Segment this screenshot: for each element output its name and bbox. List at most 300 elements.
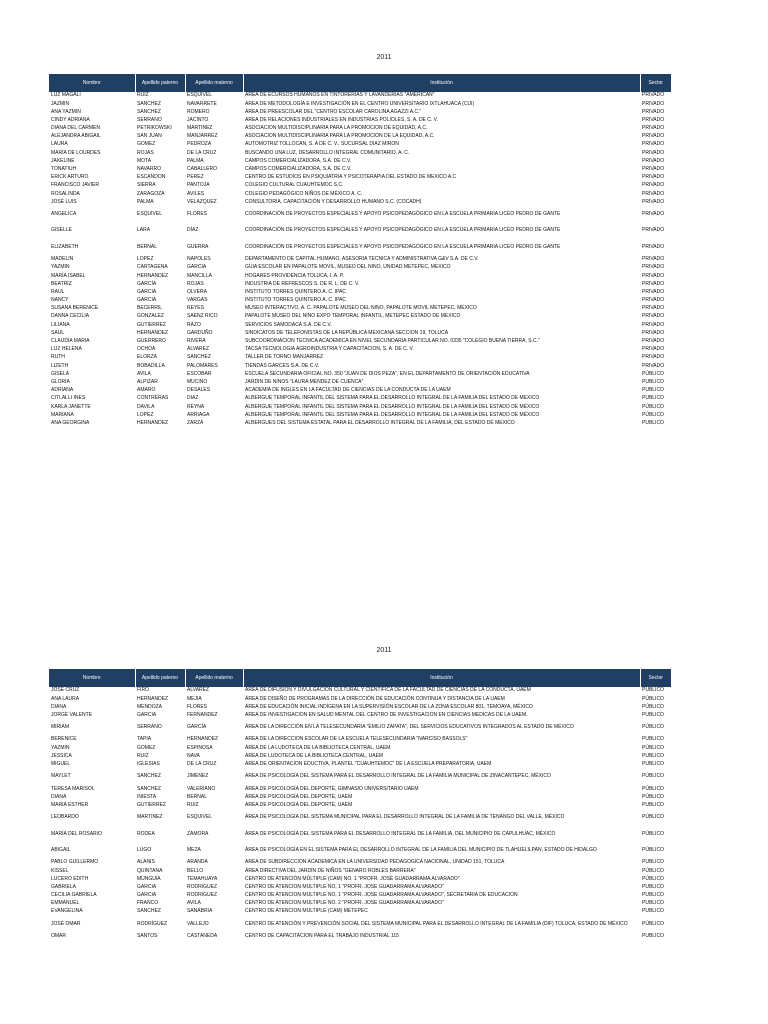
- cell-institucion: MUSEO INTERACTIVO, A. C. PAPALOTE MUSEO DEL NIÑO, PAPALOTE MÓVIL METEPEC, MÉXICO: [245, 305, 477, 312]
- cell-nombre: ALEJANDRA ABIGAIL: [51, 133, 101, 140]
- table-row: [49, 264, 671, 272]
- cell-apellido-paterno: INIESTA: [137, 793, 157, 800]
- table-row: [49, 117, 671, 125]
- cell-nombre: DIANA: [51, 703, 67, 710]
- cell-institucion: COLEGIO CULTURAL CUAUHTÉMOC S.C.: [245, 182, 344, 189]
- cell-sector: PRIVADO: [642, 288, 665, 295]
- cell-nombre: GISELA: [51, 370, 70, 377]
- header-nombre: Nombre: [49, 74, 135, 92]
- cell-apellido-paterno: HERNANDEZ: [137, 419, 169, 426]
- cell-apellido-paterno: ESQUIVEL: [137, 211, 163, 218]
- cell-apellido-materno: MEJIA: [187, 695, 202, 702]
- cell-apellido-materno: CABALLERO: [187, 166, 218, 173]
- cell-institucion: TALLER DE TORNO MANJARREZ: [245, 354, 324, 361]
- cell-institucion: BUSCANDO UNA LUZ, DESARROLLO INTEGRAL COMUNITARIO, A. C.: [245, 149, 410, 156]
- cell-sector: PRIVADO: [642, 338, 665, 345]
- cell-apellido-materno: NAVARRETE: [187, 100, 217, 107]
- cell-institucion: ÁREA DE PREESCOLAR DEL "CENTRO ESCOLAR CAROLINA AGAZZI A.C.": [245, 108, 422, 115]
- cell-apellido-paterno: NAVARRO: [137, 166, 161, 173]
- cell-nombre: NANCY: [51, 297, 69, 304]
- cell-apellido-materno: GUERRA: [187, 243, 209, 250]
- cell-nombre: ERICK ARTURO: [51, 174, 89, 181]
- cell-nombre: DIANA: [51, 793, 67, 800]
- cell-nombre: JAKELINE: [51, 157, 75, 164]
- cell-institucion: SINDICATOS DE TELEFONISTAS DE LA REPÚBLICA MEXICANA SECCION 19, TOLUCA: [245, 329, 449, 336]
- cell-sector: PÚBLICO: [642, 847, 664, 854]
- cell-apellido-paterno: SANCHEZ: [137, 785, 161, 792]
- cell-sector: PÚBLICO: [642, 736, 664, 743]
- cell-apellido-materno: BELLO: [187, 867, 204, 874]
- cell-sector: PÚBLICO: [642, 403, 664, 410]
- cell-institucion: CONSULTORÍA, CAPACITACIÓN Y DESARROLLO HUMANO S.C. (COCADH): [245, 198, 422, 205]
- cell-sector: PÚBLICO: [642, 752, 664, 759]
- cell-apellido-materno: BERNAL: [187, 793, 208, 800]
- cell-sector: PRIVADO: [642, 157, 665, 164]
- cell-sector: PRIVADO: [642, 321, 665, 328]
- cell-apellido-paterno: SERRANO: [137, 724, 162, 731]
- cell-sector: PÚBLICO: [642, 711, 664, 718]
- cell-apellido-paterno: ZARAGOZA: [137, 190, 165, 197]
- table-row: [49, 329, 671, 337]
- cell-nombre: ANA GEORGINA: [51, 419, 90, 426]
- cell-apellido-paterno: CARTAGENA: [137, 264, 168, 271]
- table-row: [49, 272, 671, 280]
- cell-nombre: DIANA DEL CARMEN: [51, 125, 100, 132]
- cell-sector: PÚBLICO: [642, 695, 664, 702]
- table-row: [49, 892, 671, 900]
- cell-apellido-materno: JACINTO: [187, 116, 209, 123]
- cell-apellido-paterno: GARCÍA: [137, 883, 157, 890]
- cell-apellido-materno: ESCOBAR: [187, 370, 212, 377]
- cell-sector: PÚBLICO: [642, 370, 664, 377]
- cell-apellido-materno: HERNÁNDEZ: [187, 736, 219, 743]
- table-row: [49, 769, 671, 785]
- cell-sector: PÚBLICO: [642, 773, 664, 780]
- cell-institucion: ÁREA DE PSICOLOGÍA DEL SISTEMA PARA EL DESARROLLO INTEGRAL DE LA FAMILIA, DEL MUNICIPIO DE CAPULHUAC, MÉXICO: [245, 830, 556, 837]
- cell-sector: PÚBLICO: [642, 933, 664, 940]
- cell-apellido-materno: RUIZ: [187, 802, 199, 808]
- cell-apellido-paterno: ROJAS: [137, 149, 154, 156]
- table-row: [49, 843, 671, 859]
- cell-institucion: ÁREA DE PSICOLOGÍA DEL DEPORTE, UAEM: [245, 793, 353, 800]
- table-row: [49, 802, 671, 810]
- cell-apellido-paterno: ALPIZAR: [137, 378, 158, 385]
- cell-institucion: CENTRO DE ATENCIÓN Y PREVENCIÓN SOCIAL DEL SISTEMA MUNICIPAL PARA EL DESARROLLO INTEGRAL DE LA FAMILIA (DIF) TOLUCA, ESTADO DE MÉXICO: [245, 920, 628, 927]
- cell-sector: PÚBLICO: [642, 687, 664, 694]
- cell-apellido-paterno: GONZALEZ: [137, 313, 164, 320]
- cell-apellido-paterno: ESCANDON: [137, 174, 166, 181]
- cell-apellido-materno: ALVAREZ: [187, 687, 210, 694]
- cell-institucion: INSTITUTO TORRES QUINTERO A. C. IPAC: [245, 288, 347, 295]
- cell-institucion: ÁREA DE INVESTIGACIÓN EN SALUD MENTAL DEL CENTRO DE INVESTIGACIÓN EN CIENCIAS MÉDICAS DE LA UAEM.: [245, 711, 528, 718]
- cell-apellido-materno: FLORES: [187, 211, 208, 218]
- cell-nombre: MADELIN: [51, 256, 74, 263]
- cell-institucion: ÁREA DE LA LUDOTECA DE LA BIBLIOTECA CENTRAL, UAEM: [245, 744, 391, 751]
- table-row: [49, 92, 671, 100]
- table-row: [49, 687, 671, 695]
- cell-institucion: CENTRO DE ESTUDIOS EN PSIQUIATRIA Y PSICOTERAPIA DEL ESTADO DE MÉXICO A.C: [245, 174, 457, 181]
- header-sector: Sector: [640, 74, 671, 92]
- cell-apellido-materno: PALMA: [187, 157, 204, 164]
- cell-sector: PRIVADO: [642, 149, 665, 156]
- cell-apellido-materno: RAZO: [187, 321, 201, 328]
- table-row: [49, 933, 671, 941]
- cell-apellido-materno: MARTINEZ: [187, 125, 213, 132]
- table-row: [49, 761, 671, 769]
- cell-apellido-materno: GARCÍA: [187, 724, 207, 731]
- table-row: [49, 411, 671, 419]
- cell-institucion: ÁREA DE PSICOLOGÍA DEL SISTEMA PARA EL DESARROLLO INTEGRAL DE LA FAMILIA MUNICIPAL DE ZINACANTEPEC, MÉXICO: [245, 773, 551, 780]
- table-row: [49, 720, 671, 736]
- cell-sector: PÚBLICO: [642, 883, 664, 890]
- cell-nombre: ANA YAZMIN: [51, 108, 81, 115]
- cell-institucion: ÁREA DE DIFUSIÓN Y DIVULGACIÓN CULTURAL Y CIENTÍFICA DE LA FACULTAD DE CIENCIAS DE LA CONDUCTA, UAEM: [245, 687, 531, 694]
- header-institucion: Institución: [243, 669, 640, 687]
- table-row: [49, 207, 671, 223]
- cell-apellido-materno: MANJARREZ: [187, 133, 218, 140]
- cell-apellido-paterno: HERNANDEZ: [137, 695, 169, 702]
- cell-sector: PRIVADO: [642, 166, 665, 173]
- cell-sector: PRIVADO: [642, 174, 665, 181]
- cell-sector: PÚBLICO: [642, 814, 664, 821]
- table-row: [49, 736, 671, 744]
- cell-sector: PÚBLICO: [642, 761, 664, 768]
- cell-nombre: JAZMIN: [51, 100, 70, 107]
- cell-apellido-materno: RIVERA: [187, 338, 206, 345]
- cell-sector: PÚBLICO: [642, 387, 664, 394]
- table-header-row: [49, 74, 671, 92]
- cell-apellido-materno: ROMERO: [187, 108, 210, 115]
- cell-sector: PRIVADO: [642, 272, 665, 279]
- cell-nombre: LUZ MAGALI: [51, 92, 81, 99]
- table-row: [49, 313, 671, 321]
- cell-institucion: ACADEMIA DE INGLÉS EN LA FACULTAD DE CIENCIAS DE LA CONDUCTA DE LA UAEM: [245, 387, 451, 394]
- cell-nombre: MARIANA: [51, 411, 74, 418]
- cell-apellido-paterno: LÓPEZ: [137, 256, 154, 263]
- table-row: [49, 908, 671, 916]
- cell-nombre: MIRIAM: [51, 724, 70, 731]
- cell-sector: PRIVADO: [642, 256, 665, 263]
- table-row: [49, 158, 671, 166]
- cell-institucion: ÁREA DE PSICOLOGÍA DEL SISTEMA MUNICIPAL PARA EL DESARROLLO INTEGRAL DE LA FAMILIA DE TENANGO DEL VALLE, MÉXICO: [245, 814, 565, 821]
- cell-sector: PÚBLICO: [642, 744, 664, 751]
- cell-apellido-paterno: OCHOA: [137, 346, 156, 353]
- cell-apellido-materno: MANCILLA: [187, 272, 213, 279]
- table-row: [49, 100, 671, 108]
- cell-nombre: KISSEL: [51, 867, 69, 874]
- cell-apellido-paterno: MUNGUÍA: [137, 875, 161, 882]
- cell-sector: PÚBLICO: [642, 900, 664, 907]
- table-row: [49, 793, 671, 801]
- cell-institucion: ÁREA DE EDUCACIÓN INICIAL INDÍGENA EN LA SUPERVISIÓN ESCOLAR DE LA ZONA ESCOLAR 801, TEMOAYA, MÉXICO: [245, 703, 533, 710]
- cell-institucion: DEPARTAMENTO DE CAPITAL HUMANO, ASESORÍA TÉCNICA Y ADMINISTRATIVA G&V S.A. DE C.V.: [245, 256, 479, 263]
- cell-apellido-materno: DE LA CRUZ: [187, 149, 217, 156]
- table-row: [49, 239, 671, 255]
- cell-nombre: ADRIANA: [51, 387, 74, 394]
- cell-sector: PÚBLICO: [642, 892, 664, 899]
- cell-apellido-paterno: MOTA: [137, 157, 152, 164]
- cell-institucion: ÁREA DE DISEÑO DE PROGRAMAS DE LA DIRECCIÓN DE EDUCACIÓN CONTINUA Y DISTANCIA DE LA UAEM: [245, 695, 505, 702]
- cell-apellido-paterno: SANTOS: [137, 933, 158, 940]
- cell-nombre: YAZMIN: [51, 264, 70, 271]
- cell-nombre: TERESA MARISOL: [51, 785, 95, 792]
- cell-sector: PÚBLICO: [642, 703, 664, 710]
- cell-apellido-paterno: GUTIERREZ: [137, 321, 166, 328]
- cell-apellido-materno: VALLEJO: [187, 920, 209, 927]
- cell-apellido-paterno: AVILA: [137, 370, 151, 377]
- cell-nombre: TONATIUH: [51, 166, 77, 173]
- cell-nombre: ELIZABETH: [51, 243, 79, 250]
- table-row: [49, 884, 671, 892]
- cell-institucion: SUBCOORDINACIÓN TÉCNICA ACADÉMICA EN NIVEL SECUNDARIA PARTICULAR NO. 0335 "COLEGIO BUENA TIERRA, S.C.": [245, 338, 540, 345]
- cell-apellido-materno: MEZA: [187, 847, 201, 854]
- cell-sector: PÚBLICO: [642, 802, 664, 808]
- cell-apellido-paterno: GUTIERREZ: [137, 802, 166, 808]
- cell-nombre: CINDY ADRIANA: [51, 116, 90, 123]
- cell-institucion: ÁREA DE SUBDIRECCIÓN ACADÉMICA EN LA UNIVERSIDAD PEDAGÓGICA NACIONAL, UNIDAD 151, TOLUCA: [245, 859, 505, 866]
- cell-nombre: FRANCISCO JAVIER: [51, 182, 99, 189]
- cell-apellido-paterno: FRANCO: [137, 900, 159, 907]
- cell-institucion: ÁREA DE PSICOLOGÍA DEL DEPORTE, GIMNASIO UNIVERSITARIO UAEM: [245, 785, 419, 792]
- cell-institucion: SERVICIOS SAMODACA S.A. DE C.V.: [245, 321, 332, 328]
- cell-apellido-paterno: HERNANDEZ: [137, 329, 169, 336]
- cell-apellido-paterno: RODEA: [137, 830, 155, 837]
- cell-nombre: JOSE CRUZ: [51, 687, 80, 694]
- cell-nombre: LIZETH: [51, 362, 69, 369]
- cell-apellido-materno: ZARZA: [187, 419, 204, 426]
- cell-institucion: TACSA TECNOLOGÍA AGROINDUSTRIA Y CAPACITACIÓN, S. A. DE C. V.: [245, 346, 414, 353]
- cell-nombre: RAUL: [51, 288, 65, 295]
- cell-apellido-materno: REYES: [187, 305, 204, 312]
- cell-sector: PRIVADO: [642, 141, 665, 148]
- cell-nombre: JORGE VALENTE: [51, 711, 93, 718]
- cell-apellido-paterno: AMARO: [137, 387, 156, 394]
- cell-nombre: CECILIA GABRIELA: [51, 892, 97, 899]
- cell-nombre: MARÍA DEL ROSARIO: [51, 830, 102, 837]
- cell-apellido-materno: DESALES: [187, 387, 211, 394]
- cell-institucion: ÁREA DE LA DIRECCIÓN EN LA TELESECUNDARIA "EMILIO ZAPATA", DEL SERVICIOS EDUCATIVOS INTEGRADOS AL ESTADO DE MÉXICO: [245, 724, 574, 731]
- cell-sector: PRIVADO: [642, 190, 665, 197]
- cell-sector: PÚBLICO: [642, 830, 664, 837]
- cell-sector: PRIVADO: [642, 100, 665, 107]
- table-row: [49, 703, 671, 711]
- cell-apellido-paterno: IGLESIAS: [137, 761, 160, 768]
- cell-nombre: CITLALLI INES: [51, 395, 86, 402]
- table-row: [49, 867, 671, 875]
- cell-apellido-paterno: DAVILA: [137, 403, 155, 410]
- table-row: [49, 346, 671, 354]
- cell-nombre: JOSÉ OMAR: [51, 920, 81, 927]
- cell-apellido-materno: RODRÍGUEZ: [187, 892, 217, 899]
- cell-sector: PRIVADO: [642, 133, 665, 140]
- cell-nombre: YAZMIN: [51, 744, 70, 751]
- cell-nombre: ROSALINDA: [51, 190, 80, 197]
- cell-sector: PRIVADO: [642, 346, 665, 353]
- table-row: [49, 190, 671, 198]
- cell-nombre: EMMANUEL: [51, 900, 80, 907]
- table-row: [49, 403, 671, 411]
- cell-sector: PRIVADO: [642, 92, 665, 99]
- cell-sector: PRIVADO: [642, 313, 665, 320]
- cell-apellido-paterno: CONTRERAS: [137, 395, 169, 402]
- cell-institucion: ÁREA DE PSICOLOGÍA DEL DEPORTE, UAEM: [245, 802, 353, 808]
- cell-sector: PÚBLICO: [642, 785, 664, 792]
- cell-apellido-materno: MUCIÑO: [187, 378, 208, 385]
- table-row: [49, 108, 671, 116]
- cell-institucion: COLEGIO PEDAGÓGICO NIÑOS DE MÉXICO A. C.: [245, 190, 363, 197]
- table-row: [49, 753, 671, 761]
- header-nombre: Nombre: [49, 669, 135, 687]
- table-row: [49, 133, 671, 141]
- table-row: [49, 166, 671, 174]
- table-row: [49, 859, 671, 867]
- cell-institucion: PAPALOTE MUSEO DEL NIÑO EXPO TEMPORAL INFANTIL, METEPEC ESTADO DE MÉXICO: [245, 313, 461, 320]
- cell-apellido-paterno: GARCÍA: [137, 297, 157, 304]
- cell-nombre: MAYLET: [51, 773, 71, 780]
- table-row: [49, 149, 671, 157]
- cell-sector: PÚBLICO: [642, 875, 664, 882]
- cell-apellido-materno: PALOMARES: [187, 362, 218, 369]
- cell-institucion: ASOCIACIÓN MULTIDISCIPLINARIA PARA LA PROMOCIÓN DE LA EQUIDAD, A.C.: [245, 133, 435, 140]
- cell-institucion: JARDÍN DE NIÑOS "LAURA MÉNDEZ DE CUENCA": [245, 378, 364, 385]
- cell-apellido-materno: VELAZQUEZ: [187, 198, 217, 205]
- cell-apellido-paterno: LARA: [137, 227, 151, 234]
- table-row: [49, 900, 671, 908]
- cell-nombre: PABLO GUILLERMO: [51, 859, 99, 866]
- cell-apellido-paterno: FIRO: [137, 687, 149, 694]
- header-sector: Sector: [640, 669, 671, 687]
- cell-apellido-paterno: TAPIA: [137, 736, 152, 743]
- cell-apellido-paterno: SAN JUAN: [137, 133, 162, 140]
- cell-institucion: GUÍA ESCOLAR EN PAPALOTE MÓVIL, MUSEO DEL NIÑO, UNIDAD METEPEC, MÉXICO: [245, 264, 451, 271]
- cell-apellido-materno: ARRIAGA: [187, 411, 210, 418]
- table-row: [49, 826, 671, 842]
- cell-nombre: JESSICA: [51, 752, 72, 759]
- cell-nombre: ANGELICA: [51, 211, 77, 218]
- cell-apellido-materno: FLORES: [187, 703, 208, 710]
- cell-nombre: JOSÉ LUIS: [51, 198, 77, 205]
- cell-sector: PRIVADO: [642, 198, 665, 205]
- data-table: [49, 74, 671, 428]
- cell-institucion: ÁREA DE METODOLOGÍA E INVESTIGACIÓN EN EL CENTRO UNIVERSITARIO IXTLAHUACA (CUI): [245, 100, 475, 107]
- cell-institucion: AUTOMOTRIZ TOLLOCAN, S. A DE C. V., SUCURSAL DÍAZ MIRÓN: [245, 141, 399, 148]
- cell-institucion: CENTRO DE ATENCIÓN MÚLTIPLE NO. 2 "PROFR. JOSÉ GUADARRAMA ALVARADO": [245, 900, 444, 907]
- cell-apellido-materno: SAENZ RICO: [187, 313, 218, 320]
- cell-sector: PRIVADO: [642, 280, 665, 287]
- table-row: [49, 174, 671, 182]
- cell-apellido-materno: ESPINOSA: [187, 744, 213, 751]
- header-apellido-materno: Apellido materno: [185, 74, 243, 92]
- cell-institucion: COORDINACIÓN DE PROYECTOS ESPECIALES Y APOYO PSICOPEDAGÓGICO EN LA ESCUELA PRIMARIA LICEO PEDRO DE GANTE: [245, 243, 561, 250]
- cell-apellido-materno: FERNÁNDEZ: [187, 711, 218, 718]
- cell-apellido-paterno: SANCHEZ: [137, 773, 161, 780]
- table-row: [49, 695, 671, 703]
- cell-apellido-materno: VALERIANO: [187, 785, 216, 792]
- table-row: [49, 362, 671, 370]
- cell-sector: PÚBLICO: [642, 378, 664, 385]
- cell-apellido-materno: PEREZ: [187, 174, 204, 181]
- cell-apellido-paterno: PETRIKOWSKI: [137, 125, 172, 132]
- table-row: [49, 182, 671, 190]
- cell-institucion: ALBERGUE TEMPORAL INFANTIL DEL SISTEMA PARA EL DESARROLLO INTEGRAL DE LA FAMILIA DEL ESTADO DE MÉXICO: [245, 403, 540, 410]
- cell-nombre: EVANGELINA: [51, 908, 83, 915]
- cell-sector: PRIVADO: [642, 305, 665, 312]
- cell-institucion: CENTRO DE ATENCIÓN MÚLTIPLE NO. 1 "PROFR. JOSÉ GUADARRAMA ALVARADO": [245, 883, 444, 890]
- table-header-row: [49, 669, 671, 687]
- cell-apellido-paterno: BERNAL: [137, 243, 158, 250]
- cell-nombre: LEOBARDO: [51, 814, 79, 821]
- cell-apellido-materno: AVILA: [187, 900, 201, 907]
- header-apellido-paterno: Apellido paterno: [135, 669, 185, 687]
- table-row: [49, 280, 671, 288]
- cell-apellido-materno: DÍAZ: [187, 227, 199, 234]
- cell-institucion: ÁREA DE PSICOLOGÍA EN EL SISTEMA PARA EL DESARROLLO INTEGRAL DE LA FAMILIA DEL MUNICIPIO DE TLAHUELILPAN, ESTADO DE HIDALGO: [245, 847, 597, 854]
- table-row: [49, 810, 671, 826]
- cell-apellido-materno: VARGAS: [187, 297, 208, 304]
- cell-apellido-materno: REYNA: [187, 403, 205, 410]
- cell-apellido-materno: OLVERA: [187, 288, 207, 295]
- table-row: [49, 354, 671, 362]
- cell-nombre: ABIGAIL: [51, 847, 71, 854]
- header-institucion: Institución: [243, 74, 640, 92]
- cell-nombre: SAUL: [51, 329, 65, 336]
- cell-apellido-paterno: LOPEZ: [137, 411, 154, 418]
- cell-sector: PÚBLICO: [642, 411, 664, 418]
- cell-sector: PRIVADO: [642, 329, 665, 336]
- table-row: [49, 141, 671, 149]
- cell-apellido-paterno: BOBADILLA: [137, 362, 165, 369]
- cell-sector: PÚBLICO: [642, 793, 664, 800]
- cell-apellido-paterno: ALANIS: [137, 859, 155, 866]
- cell-institucion: ASOCIACIÓN MULTIDISCIPLINARIA PARA LA PROMOCIÓN DE EQUIDAD, A.C.: [245, 125, 428, 132]
- cell-apellido-materno: DÍAZ: [187, 395, 199, 402]
- cell-institucion: CENTRO DE CAPACITACIÓN PARA EL TRABAJO INDUSTRIAL 115: [245, 933, 399, 940]
- cell-sector: PRIVADO: [642, 211, 665, 218]
- cell-institucion: TIENDAS GARCES S.A. DE C.V.: [245, 362, 320, 369]
- cell-institucion: HOGARES PROVIDENCIA TOLUCA, I. A. P.: [245, 272, 344, 279]
- table-row: [49, 125, 671, 133]
- cell-institucion: ALBERGUE TEMPORAL INFANTIL DEL SISTEMA PARA EL DESARROLLO INTEGRAL DE LA FAMILIA DEL ESTADO DE MÉXICO: [245, 411, 540, 418]
- table-row: [49, 370, 671, 378]
- cell-institucion: ALBERGUE TEMPORAL INFANTIL DEL SISTEMA PARA EL DESARROLLO INTEGRAL DE LA FAMILIA DEL ESTADO DE MÉXICO: [245, 395, 540, 402]
- cell-institucion: COORDINACIÓN DE PROYECTOS ESPECIALES Y APOYO PSICOPEDAGÓGICO EN LA ESCUELA PRIMARIA LICEO PEDRO DE GANTE: [245, 211, 561, 218]
- table-row: [49, 256, 671, 264]
- cell-apellido-materno: GARCÍA: [187, 264, 207, 271]
- table-row: [49, 297, 671, 305]
- table-row: [49, 338, 671, 346]
- cell-apellido-paterno: SANCHEZ: [137, 908, 161, 915]
- cell-nombre: LILIANA: [51, 321, 70, 328]
- cell-nombre: RUTH: [51, 354, 65, 361]
- cell-apellido-materno: RODRÍGUEZ: [187, 883, 217, 890]
- cell-apellido-paterno: MARTINEZ: [137, 814, 163, 821]
- cell-nombre: DANNA CECILIA: [51, 313, 90, 320]
- cell-apellido-materno: DE LA CRUZ: [187, 761, 217, 768]
- cell-sector: PRIVADO: [642, 108, 665, 115]
- cell-institucion: ÁREA DE LA DIRECCIÓN ESCOLAR DE LA ESCUELA TELESECUNDARIA "NARCISO BASSOLS": [245, 736, 468, 743]
- cell-sector: PRIVADO: [642, 264, 665, 271]
- table-row: [49, 395, 671, 403]
- cell-nombre: GLORIA: [51, 378, 70, 385]
- year-heading: 2011: [376, 54, 392, 61]
- cell-nombre: LAURA: [51, 141, 68, 148]
- cell-sector: PRIVADO: [642, 227, 665, 234]
- cell-apellido-paterno: GUERRERO: [137, 338, 166, 345]
- cell-apellido-materno: ARANDA: [187, 859, 208, 866]
- cell-nombre: MARÍA ISABEL: [51, 272, 86, 279]
- cell-apellido-paterno: BECERRIL: [137, 305, 163, 312]
- cell-apellido-paterno: RUIZ: [137, 92, 149, 99]
